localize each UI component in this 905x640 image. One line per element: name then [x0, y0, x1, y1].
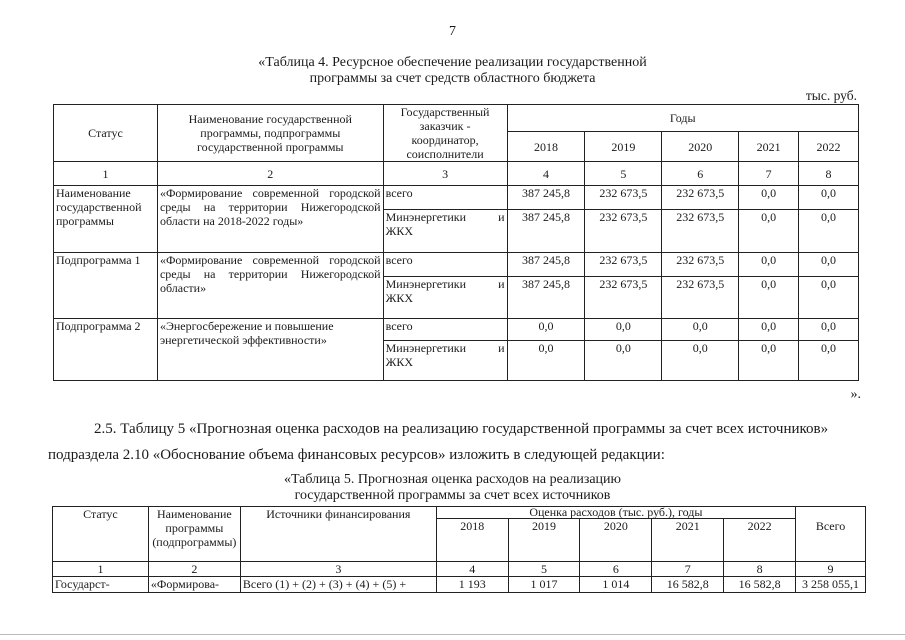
table4-caption-line1: «Таблица 4. Ресурсное обеспечение реализации государственной — [258, 55, 647, 70]
table5-caption-line1: «Таблица 5. Прогнозная оценка расходов на реализацию — [283, 472, 622, 487]
value-cell: 0,0 — [507, 319, 585, 341]
paragraph-line1: 2.5. Таблицу 5 «Прогнозная оценка расходов на реализацию государственной программы за счет всех источников» — [94, 421, 829, 437]
table4-closing-quote: ». — [850, 387, 861, 402]
value-cell: 0,0 — [739, 277, 799, 319]
col-number: 3 — [383, 162, 507, 186]
value-cell: 1 014 — [580, 577, 652, 593]
source-and: и — [498, 210, 505, 224]
value-cell: 0,0 — [799, 186, 859, 210]
header-status: Статус — [54, 105, 158, 162]
value-cell: 0,0 — [739, 253, 799, 277]
paragraph-line2: подраздела 2.10 «Обоснование объема финансовых ресурсов» изложить в следующей редакции: — [48, 447, 665, 463]
table4-caption-line2: программы за счет средств областного бюджета — [309, 71, 596, 86]
row-source: Всего (1) + (2) + (3) + (4) + (5) + — [240, 577, 436, 593]
row-source — [383, 210, 507, 253]
table4 — [53, 104, 859, 381]
value-cell: 3 258 055,1 — [796, 577, 866, 593]
year-col: 2021 — [652, 519, 724, 562]
year-col: 2022 — [799, 132, 859, 162]
row-status: Государст- — [53, 577, 149, 593]
value-cell: 232 673,5 — [585, 253, 662, 277]
value-cell: 387 245,8 — [507, 277, 585, 319]
header-estimate: Оценка расходов (тыс. руб.), годы — [436, 507, 795, 519]
page-number: 7 — [449, 24, 456, 39]
col-number: 5 — [585, 162, 662, 186]
value-cell: 0,0 — [799, 253, 859, 277]
source-and: и — [498, 341, 505, 355]
year-col: 2021 — [739, 132, 799, 162]
value-cell: 0,0 — [585, 319, 662, 341]
year-col: 2022 — [724, 519, 796, 562]
value-cell: 0,0 — [739, 341, 799, 381]
table5-caption-line2: государственной программы за счет всех источников — [294, 488, 611, 503]
row-source: всего — [383, 319, 507, 341]
value-cell: 232 673,5 — [662, 186, 739, 210]
row-program-name: «Формирование современной городской среды на территории Нижегородской области» — [157, 253, 383, 319]
col-number: 4 — [436, 562, 508, 577]
col-number: 6 — [580, 562, 652, 577]
value-cell: 387 245,8 — [507, 253, 585, 277]
value-cell: 0,0 — [585, 341, 662, 381]
row-program-name: «Формирование современной городской среды на территории Нижегородской области на 2018-2022 годы» — [157, 186, 383, 253]
row-status: Наименование государственной программы — [54, 186, 158, 253]
col-number: 2 — [148, 562, 240, 577]
header-sources: Источники финансирования — [240, 507, 436, 562]
row-status: Подпрограмма 1 — [54, 253, 158, 319]
value-cell: 232 673,5 — [585, 210, 662, 253]
source-housing: ЖКХ — [385, 224, 414, 238]
page-bottom-divider — [0, 634, 905, 635]
year-col: 2020 — [580, 519, 652, 562]
value-cell: 0,0 — [799, 210, 859, 253]
col-number: 9 — [796, 562, 866, 577]
header-total: Всего — [796, 507, 866, 562]
year-col: 2019 — [508, 519, 580, 562]
value-cell: 0,0 — [799, 341, 859, 381]
value-cell: 0,0 — [799, 319, 859, 341]
value-cell: 0,0 — [662, 319, 739, 341]
source-ministry: Минэнергетики — [385, 341, 467, 355]
value-cell: 1 193 — [436, 577, 508, 593]
value-cell: 16 582,8 — [724, 577, 796, 593]
row-source — [383, 277, 507, 319]
value-cell: 232 673,5 — [585, 186, 662, 210]
row-source — [383, 341, 507, 381]
table5 — [52, 506, 866, 593]
col-number: 8 — [724, 562, 796, 577]
value-cell: 387 245,8 — [507, 186, 585, 210]
value-cell: 232 673,5 — [662, 210, 739, 253]
year-col: 2019 — [585, 132, 662, 162]
col-number: 7 — [652, 562, 724, 577]
value-cell: 0,0 — [799, 277, 859, 319]
source-ministry: Минэнергетики — [385, 277, 467, 291]
source-housing: ЖКХ — [385, 291, 414, 305]
header-years: Годы — [507, 105, 858, 132]
value-cell: 0,0 — [739, 319, 799, 341]
year-col: 2018 — [507, 132, 585, 162]
col-number: 4 — [507, 162, 585, 186]
header-name: Наименование программы (подпрограммы) — [148, 507, 240, 562]
header-name: Наименование государственной программы, подпрограммы государственной программы — [157, 105, 383, 162]
col-number: 8 — [799, 162, 859, 186]
col-number: 1 — [54, 162, 158, 186]
col-number: 7 — [739, 162, 799, 186]
header-customer: Государственный заказчик - координатор, соисполнители — [383, 105, 507, 162]
row-source: всего — [383, 253, 507, 277]
value-cell: 232 673,5 — [662, 253, 739, 277]
value-cell: 232 673,5 — [662, 277, 739, 319]
value-cell: 387 245,8 — [507, 210, 585, 253]
header-status: Статус — [53, 507, 149, 562]
source-ministry: Минэнергетики — [385, 210, 467, 224]
col-number: 5 — [508, 562, 580, 577]
year-col: 2018 — [436, 519, 508, 562]
value-cell: 0,0 — [662, 341, 739, 381]
row-status: Подпрограмма 2 — [54, 319, 158, 381]
col-number: 6 — [662, 162, 739, 186]
source-and: и — [498, 277, 505, 291]
year-col: 2020 — [662, 132, 739, 162]
col-number: 2 — [157, 162, 383, 186]
value-cell: 0,0 — [739, 210, 799, 253]
value-cell: 232 673,5 — [585, 277, 662, 319]
value-cell: 0,0 — [507, 341, 585, 381]
row-source: всего — [383, 186, 507, 210]
value-cell: 0,0 — [739, 186, 799, 210]
table4-unit: тыс. руб. — [805, 88, 857, 103]
row-program-name: «Энергосбережение и повышение энергетической эффективности» — [157, 319, 383, 381]
row-program-name: «Формирова- — [148, 577, 240, 593]
value-cell: 1 017 — [508, 577, 580, 593]
col-number: 3 — [240, 562, 436, 577]
source-housing: ЖКХ — [385, 355, 414, 369]
col-number: 1 — [53, 562, 149, 577]
value-cell: 16 582,8 — [652, 577, 724, 593]
